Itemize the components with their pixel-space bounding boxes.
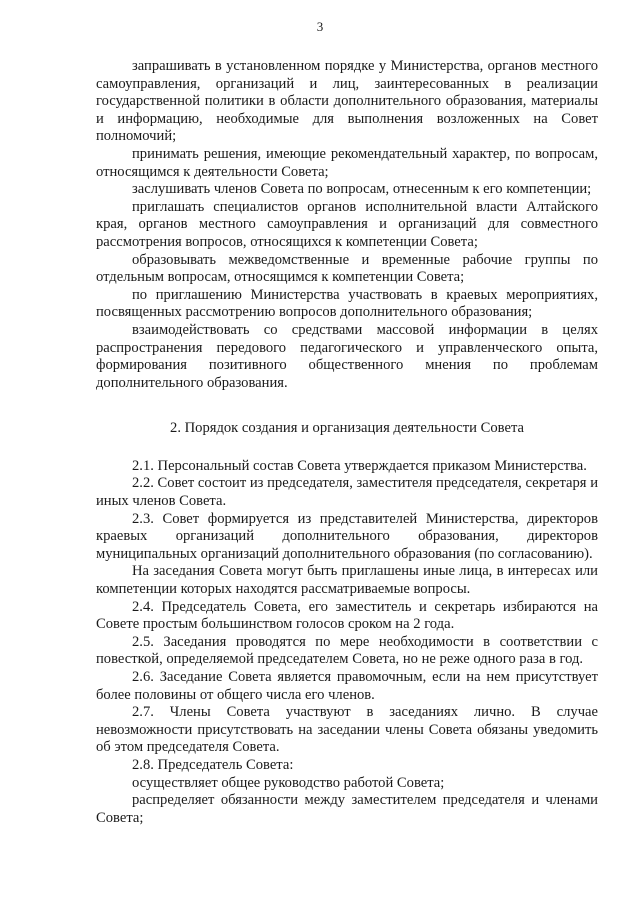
paragraph-hear-members: заслушивать членов Совета по вопросам, отнесенным к его компетенции; xyxy=(132,181,592,198)
clause-2-6: 2.6. Заседание Совета является правомочным, если на нем присутствует более половины от общего числа его членов. xyxy=(96,669,598,703)
paragraph-form-working-groups: образовывать межведомственные и временные рабочие группы по отдельным вопросам, относящимся к компетенции Совета; xyxy=(96,251,598,286)
paragraph-request-info: запрашивать в установленном порядке у Министерства, органов местного самоуправления, организаций и лиц, заинтересованных в реализации государственной политики в области дополнительного образования, материалы и информацию, необходимые для выполнения возложенных на Совет полномочий; xyxy=(96,58,598,145)
clause-2-2: 2.2. Совет состоит из председателя, заместителя председателя, секретаря и иных членов Совета. xyxy=(96,475,598,510)
clause-2-1: 2.1. Персональный состав Совета утверждается приказом Министерства. xyxy=(132,457,587,474)
page-number: 3 xyxy=(316,19,324,34)
clause-2-3: 2.3. Совет формируется из представителей Министерства, директоров краевых организаций дополнительного образования, директоров муниципальных организаций дополнительного образования (по согласованию). xyxy=(96,510,598,562)
spacer xyxy=(96,438,598,458)
section-heading: 2. Порядок создания и организация деятельности Совета xyxy=(170,420,524,437)
clause-2-5: 2.5. Заседания проводятся по мере необходимости в соответствии с повесткой, определяемой председателем Совета, но не реже одного раза в год. xyxy=(96,633,598,668)
clause-2-8: 2.8. Председатель Совета: xyxy=(132,756,294,773)
clause-2-8-distribute-duties: распределяет обязанности между заместителем председателя и членами Совета; xyxy=(96,792,598,826)
paragraph-invite-specialists: приглашать специалистов органов исполнительной власти Алтайского края, органов местного самоуправления и организаций для совместного рассмотрения вопросов, относящихся к компетенции Совета; xyxy=(96,198,598,250)
spacer xyxy=(96,392,598,420)
paragraph-participate-events: по приглашению Министерства участвовать в краевых мероприятиях, посвященных рассмотрению вопросов дополнительного образования; xyxy=(96,286,598,321)
clause-2-3-invitees: На заседания Совета могут быть приглашены иные лица, в интересах или компетенции которых находятся рассматриваемые вопросы. xyxy=(96,563,598,598)
clause-2-8-general-management: осуществляет общее руководство работой Совета; xyxy=(132,774,445,791)
clause-2-4: 2.4. Председатель Совета, его заместитель и секретарь избираются на Совете простым большинством голосов сроком на 2 года. xyxy=(96,598,598,633)
paragraph-interact-media: взаимодействовать со средствами массовой информации в целях распространения передового педагогического и управленческого опыта, формирования позитивного общественного мнения по проблемам дополнительного образования. xyxy=(96,321,598,391)
paragraph-make-decisions: принимать решения, имеющие рекомендательный характер, по вопросам, относящимся к деятельности Совета; xyxy=(96,145,598,180)
clause-2-7: 2.7. Члены Совета участвуют в заседаниях лично. В случае невозможности присутствовать на заседании члены Совета обязаны уведомить об этом председателя Совета. xyxy=(96,704,598,756)
